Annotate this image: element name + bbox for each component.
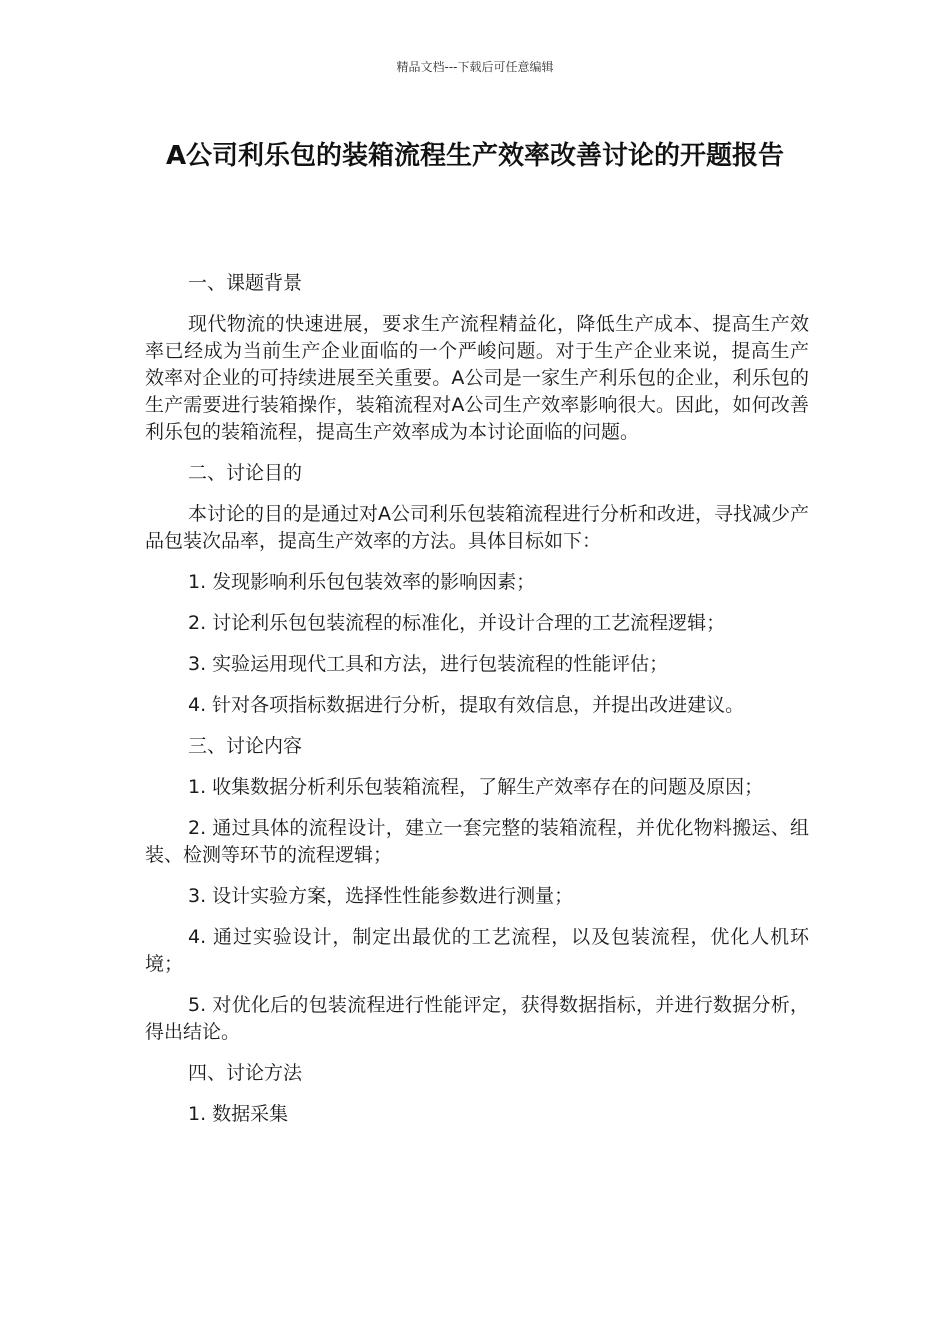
content-item-3: 3. 设计实验方案，选择性性能参数进行测量； (188, 885, 574, 907)
content-item-5: 5. 对优化后的包装流程进行性能评定，获得数据指标，并进行数据分析，得出结论。 (145, 994, 809, 1043)
paragraph-background: 现代物流的快速进展，要求生产流程精益化，降低生产成本、提高生产效率已经成为当前生产企业面临的一个严峻问题。对于生产企业来说，提高生产效率对企业的可持续进展至关重要。A公司是一家生产利乐包的企业，利乐包的生产需要进行装箱操作，装箱流程对A公司生产效率影响很大。因此，如何改善利乐包的装箱流程，提高生产效率成为本讨论面临的问题。 (145, 313, 809, 443)
document-title: A公司利乐包的装箱流程生产效率改善讨论的开题报告 (165, 141, 785, 171)
paragraph-purpose: 本讨论的目的是通过对A公司利乐包装箱流程进行分析和改进，寻找减少产品包装次品率，提高生产效率的方法。具体目标如下： (145, 503, 809, 552)
document-body (145, 270, 809, 1142)
purpose-item-4: 4. 针对各项指标数据进行分析，提取有效信息，并提出改进建议。 (188, 694, 745, 716)
section-heading-purpose: 二、讨论目的 (188, 462, 303, 484)
purpose-item-2: 2. 讨论利乐包包装流程的标准化，并设计合理的工艺流程逻辑； (188, 612, 726, 634)
content-item-2: 2. 通过具体的流程设计，建立一套完整的装箱流程，并优化物料搬运、组装、检测等环节的流程逻辑； (145, 817, 809, 866)
section-heading-content: 三、讨论内容 (188, 735, 303, 757)
page-header-watermark: 精品文档---下载后可任意编辑 (396, 60, 554, 74)
content-item-1: 1. 收集数据分析利乐包装箱流程，了解生产效率存在的问题及原因； (188, 776, 764, 798)
section-heading-method: 四、讨论方法 (188, 1062, 303, 1084)
purpose-item-1: 1. 发现影响利乐包包装效率的影响因素； (188, 571, 536, 593)
content-item-4: 4. 通过实验设计，制定出最优的工艺流程，以及包装流程，优化人机环境； (145, 926, 809, 975)
purpose-item-3: 3. 实验运用现代工具和方法，进行包装流程的性能评估； (188, 653, 669, 675)
method-item-1: 1. 数据采集 (188, 1103, 289, 1125)
section-heading-background: 一、课题背景 (188, 272, 303, 294)
